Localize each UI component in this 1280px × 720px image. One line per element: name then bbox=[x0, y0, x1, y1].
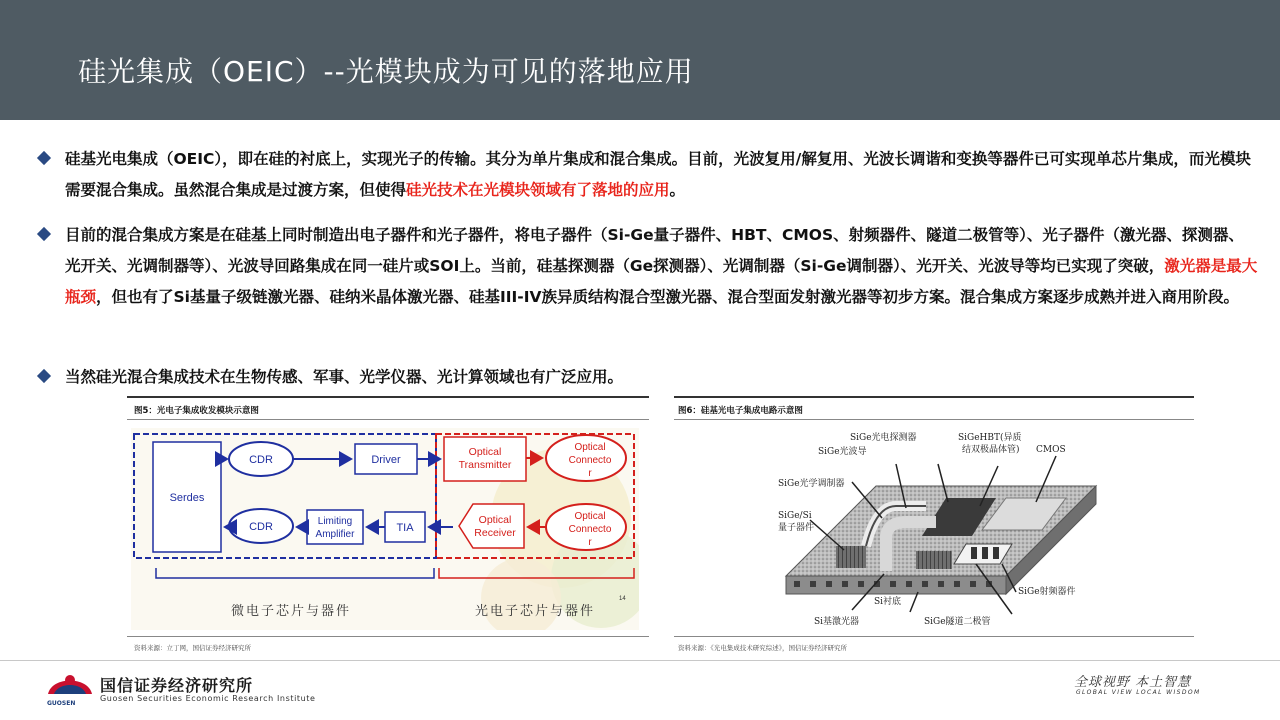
label-sige-tunnel: SiGe隧道二极管 bbox=[924, 617, 991, 627]
transceiver-diagram bbox=[131, 428, 639, 630]
tia-label: TIA bbox=[396, 522, 414, 534]
micro-chip-label: 微电子芯片与器件 bbox=[230, 604, 352, 619]
label-sige-rf: SiGe射频器件 bbox=[1018, 587, 1076, 597]
transmitter-label-2: Transmitter bbox=[458, 459, 512, 471]
bullet-text: 硅基光电集成（OEIC），即在硅的衬底上，实现光子的传输。其分为单片集成和混合集成。目前，光波复用/解复用、光波长调谐和变换等器件已可实现单芯片集成，而光模块需要混合集成。虽然混合集成是过渡方案，但使得硅光技术在光模块领域有了落地的应用。 bbox=[65, 150, 1251, 199]
brand-name: GUOSEN bbox=[47, 700, 76, 707]
connector-top-label-2: Connecto bbox=[568, 455, 612, 466]
figure6-top-rule bbox=[674, 396, 1194, 398]
cdr-top-label: CDR bbox=[249, 454, 273, 466]
figure5-source: 资料来源：立丁网，国信证券经济研究所 bbox=[134, 644, 251, 652]
slogan-en: GLOBAL VIEW LOCAL WISDOM bbox=[1076, 689, 1201, 696]
footer-divider bbox=[0, 660, 1280, 661]
figure6-diagram bbox=[766, 426, 1118, 630]
label-quantum: 量子器件 bbox=[778, 523, 815, 533]
company-name-cn: 国信证券经济研究所 bbox=[100, 676, 254, 695]
connector-top-label-3: r bbox=[588, 468, 592, 479]
diamond-bullet-icon bbox=[38, 370, 50, 382]
label-sige-detector: SiGe光电探测器 bbox=[850, 433, 917, 443]
connector-top-label-1: Optical bbox=[574, 442, 606, 453]
bullet-2 bbox=[38, 220, 1258, 313]
figure6-source: 资料来源：《光电集成技术研究综述》，国信证券经济研究所 bbox=[678, 644, 847, 652]
figure5-top-rule bbox=[127, 396, 649, 398]
figure5-caption: 图5：光电子集成收发模块示意图 bbox=[134, 406, 259, 416]
label-sige-hbt2: 结双极晶体管) bbox=[962, 445, 1020, 455]
page-number: 14 bbox=[619, 596, 626, 602]
figure5-caption-rule bbox=[127, 419, 649, 420]
driver-label: Driver bbox=[371, 454, 401, 466]
bullet-1 bbox=[38, 144, 1258, 206]
bullet-text: 当然硅光混合集成技术在生物传感、军事、光学仪器、光计算领域也有广泛应用。 bbox=[65, 368, 624, 386]
figure5-bottom-rule bbox=[127, 636, 649, 637]
chip-illustration bbox=[766, 426, 1118, 630]
figure6-caption-rule bbox=[674, 419, 1194, 420]
limiting-label-1: Limiting bbox=[317, 516, 353, 527]
diamond-bullet-icon bbox=[38, 228, 50, 240]
opto-chip-label: 光电子芯片与器件 bbox=[474, 604, 596, 619]
guosen-logo-icon bbox=[44, 668, 96, 700]
title-bar bbox=[0, 0, 1280, 120]
company-name-en: Guosen Securities Economic Research Institute bbox=[100, 694, 316, 703]
slide-title: 硅光集成（OEIC）--光模块成为可见的落地应用 bbox=[78, 55, 694, 88]
highlight-text: 硅光技术在光模块领域有了落地的应用 bbox=[406, 181, 670, 199]
connector-bottom-label-3: r bbox=[588, 537, 592, 548]
label-si-substrate: Si衬底 bbox=[874, 597, 902, 607]
figure6-bottom-rule bbox=[674, 636, 1194, 637]
connector-bottom-label-2: Connecto bbox=[568, 524, 612, 535]
limiting-label-2: Amplifier bbox=[315, 529, 355, 540]
figure6-caption: 图6：硅基光电子集成电路示意图 bbox=[678, 406, 803, 416]
bullet-3 bbox=[38, 362, 1258, 393]
slogan-cn: 全球视野 本土智慧 bbox=[1074, 675, 1192, 690]
bullet-text: 目前的混合集成方案是在硅基上同时制造出电子器件和光子器件，将电子器件（Si-Ge量子器件、HBT、CMOS、射频器件、隧道二极管等）、光子器件（激光器、探测器、光开关、光调制器等）、光波导回路集成在同一硅片或SOI上。当前，硅基探测器（Ge探测器）、光调制器（Si-Ge调制器）、光开关、光波导等均已实现了突破，激光器是最大瓶颈，但也有了Si基量子级链激光器、硅纳米晶体激光器、硅基III-IV族异质结构混合型激光器、混合型面发射激光器等初步方案。混合集成方案逐步成熟并进入商用阶段。 bbox=[65, 226, 1258, 306]
label-cmos: CMOS bbox=[1036, 445, 1066, 455]
receiver-label-1: Optical bbox=[478, 514, 512, 526]
receiver-label-2: Receiver bbox=[474, 527, 516, 539]
diamond-bullet-icon bbox=[38, 152, 50, 164]
highlight-text: 激光器是最大瓶颈 bbox=[65, 257, 1258, 306]
cdr-bottom-label: CDR bbox=[249, 521, 273, 533]
label-sige-hbt: SiGeHBT(异质 bbox=[958, 433, 1022, 443]
label-sige-modulator: SiGe光学调制器 bbox=[778, 479, 845, 489]
figure5-diagram bbox=[131, 428, 639, 630]
label-sige-si: SiGe/Si bbox=[778, 511, 812, 521]
connector-bottom-label-1: Optical bbox=[574, 511, 606, 522]
serdes-label: Serdes bbox=[169, 492, 205, 504]
transmitter-label-1: Optical bbox=[468, 446, 502, 458]
label-sige-waveguide: SiGe光波导 bbox=[818, 447, 867, 457]
label-si-laser: Si基激光器 bbox=[814, 617, 860, 627]
optical-receiver-block bbox=[459, 504, 524, 548]
